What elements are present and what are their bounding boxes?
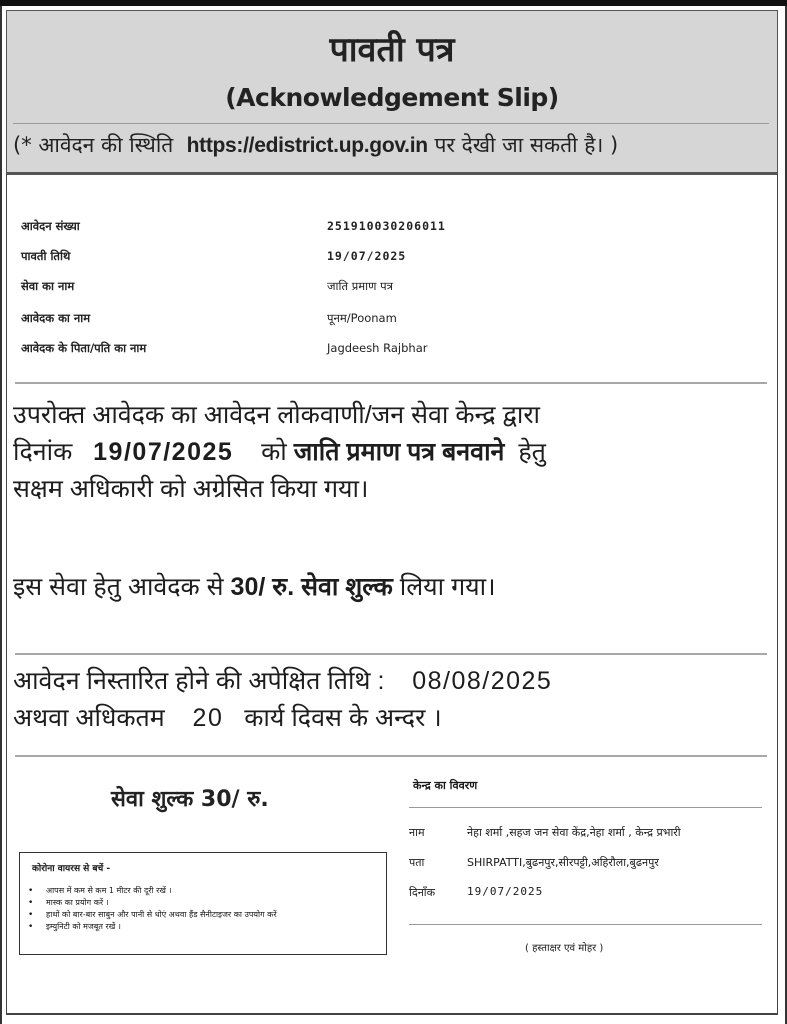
max-days-prefix: अथवा अधिकतम [13, 704, 165, 732]
center-name: नेहा शर्मा ,सहज जन सेवा केंद्र,नेहा शर्मा , केन्द्र प्रभारी [467, 826, 681, 839]
covid-item: • मास्क का प्रयोग करें । [28, 897, 378, 909]
signature-and-seal: ( हस्ताक्षर एवं मोहर ) [525, 943, 604, 954]
slip-header [6, 10, 778, 173]
submission-date: 19/07/2025 [93, 438, 234, 466]
statement-line-3: सक्षम अधिकारी को अग्रेसित किया गया। [13, 475, 369, 503]
slip-body [6, 173, 778, 1015]
page-title: पावती पत्र [329, 30, 455, 70]
fee-statement-suffix: लिया गया। [399, 573, 496, 601]
father-husband-name: Jagdeesh Rajbhar [327, 341, 428, 355]
statement-date-label: दिनांक [13, 438, 73, 466]
service-name: जाति प्रमाण पत्र [327, 279, 393, 293]
divider [15, 653, 767, 655]
statement-line-2 [13, 434, 546, 471]
receipt-date: 19/07/2025 [327, 249, 407, 263]
max-days-suffix: कार्य दिवस के अन्दर । [244, 704, 442, 732]
expected-date: 08/08/2025 [412, 667, 553, 695]
status-note-suffix: पर देखी जा सकती है। ) [434, 133, 619, 157]
fee-amount: 30/ रु. सेवा शुल्क [230, 573, 393, 601]
page-subtitle: (Acknowledgement Slip) [225, 83, 559, 112]
fee-statement [13, 569, 496, 606]
fee-statement-prefix: इस सेवा हेतु आवेदक से [13, 573, 224, 601]
status-url-link[interactable]: https://edistrict.up.gov.in [186, 134, 428, 157]
disposal-line-2 [13, 700, 552, 737]
divider [15, 382, 767, 384]
disposal-statement [13, 663, 552, 737]
applicant-name: पूनम/Poonam [327, 311, 397, 325]
info-label: आवेदक का नाम [21, 311, 91, 325]
center-address: SHIRPATTI,बुढनपुर,सीरपट्टी,अहिरौला,बुढनपुर [467, 856, 659, 869]
info-label: आवेदक के पिता/पति का नाम [21, 341, 147, 355]
covid-item: • आपस में कम से कम 1 मीटर की दूरी रखें । [28, 885, 378, 897]
max-days: 20 [192, 704, 224, 732]
divider [15, 755, 767, 757]
center-label: दिनाँक [409, 886, 436, 899]
disposal-line-1 [13, 663, 552, 700]
center-details-title: केन्द्र का विवरण [413, 779, 478, 792]
acknowledgement-page [0, 6, 787, 1024]
forward-statement [13, 397, 546, 508]
info-label: पावती तिथि [21, 249, 71, 263]
covid-list [28, 885, 378, 933]
application-number: 251910030206011 [327, 219, 446, 233]
expected-date-label: आवेदन निस्तारित होने की अपेक्षित तिथि : [13, 667, 385, 695]
center-date: 19/07/2025 [467, 885, 544, 898]
center-label: नाम [409, 826, 425, 839]
covid-title: कोरोना वायरस से बचें - [32, 864, 111, 874]
statement-hetu: हेतु [518, 438, 546, 466]
header-divider [13, 123, 769, 124]
covid-item: • हाथों को बार-बार साबुन और पानी से धोएं अथवा हैंड सैनीटाइजर का उपयोग करें [28, 909, 378, 921]
statement-line-1: उपरोक्त आवेदक का आवेदन लोकवाणी/जन सेवा केन्द्र द्वारा [13, 401, 541, 429]
status-note [13, 131, 773, 159]
service-fee-heading: सेवा शुल्क 30/ रु. [111, 787, 269, 812]
status-note-prefix: (* आवेदन की स्थिति [13, 133, 174, 157]
info-label: आवेदन संख्या [21, 219, 80, 233]
covid-item: • इम्युनिटी को मजबूत रखें । [28, 921, 378, 933]
info-label: सेवा का नाम [21, 279, 75, 293]
covid-advisory-box [19, 852, 387, 955]
divider [409, 924, 762, 925]
statement-ko: को [261, 438, 287, 466]
service-purpose: जाति प्रमाण पत्र बनवाने [293, 438, 505, 466]
center-label: पता [409, 856, 425, 869]
divider [409, 807, 762, 808]
